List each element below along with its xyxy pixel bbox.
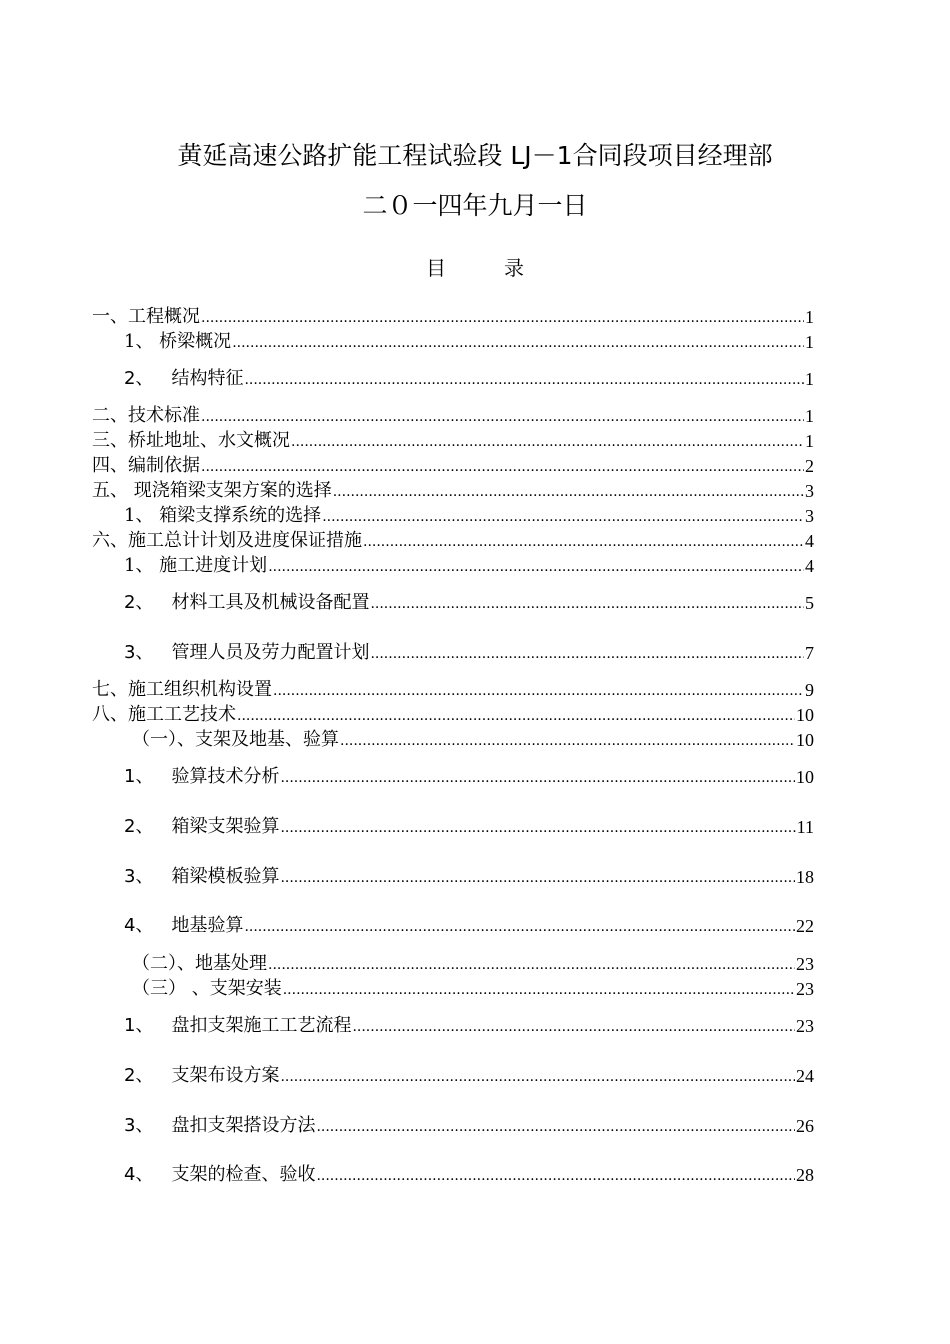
toc-entry-text: 1、 箱梁支撑系统的选择	[124, 505, 322, 526]
toc-entry-number: 4、	[124, 915, 154, 936]
toc-entry-number: 2、	[124, 592, 154, 613]
toc-entry[interactable]	[92, 480, 814, 502]
toc-entry-text: 管理人员及劳力配置计划	[171, 642, 370, 663]
toc-page-number: 1	[805, 406, 814, 426]
toc-entry-text: 1、 桥梁概况	[124, 331, 232, 352]
toc-leader-dots	[201, 457, 804, 477]
toc-leader-dots	[268, 955, 795, 975]
toc-leader-dots	[237, 706, 795, 726]
toc-entry[interactable]	[92, 455, 814, 477]
toc-leader-dots	[352, 1017, 795, 1037]
toc-page-number: 24	[796, 1066, 814, 1086]
toc-entry-text: （二）、地基处理	[132, 953, 267, 974]
toc-leader-dots	[232, 333, 804, 353]
toc-page-number: 26	[796, 1116, 814, 1136]
toc-entry-text: 箱梁支架验算	[171, 816, 280, 837]
toc-leader-dots	[280, 768, 795, 788]
toc-leader-dots	[280, 818, 795, 838]
toc-entry-label	[124, 368, 243, 390]
toc-entry-number: 4、	[124, 1164, 154, 1185]
toc-entry-number: 1、	[124, 1015, 154, 1036]
toc-entry-text: （一）、支架及地基、验算	[132, 729, 339, 750]
toc-entry-number: 2、	[124, 368, 154, 389]
date-line: 二０一四年九月一日	[362, 191, 588, 220]
toc-entry[interactable]	[124, 505, 814, 527]
toc-leader-dots	[201, 407, 804, 427]
org-title: 黄延高速公路扩能工程试验段 LJ－1合同段项目经理部	[177, 141, 773, 170]
toc-entry-text: 四、编制依据	[92, 455, 200, 476]
toc-page-number: 9	[805, 680, 814, 700]
toc-leader-dots	[283, 980, 795, 1000]
toc-page-number: 1	[805, 369, 814, 389]
toc-entry-text: 支架的检查、验收	[171, 1164, 316, 1185]
toc-leader-dots	[291, 432, 804, 452]
toc-leader-dots	[340, 731, 795, 751]
toc-entry-text: 盘扣支架搭设方法	[171, 1115, 316, 1136]
toc-entry-label	[132, 978, 282, 1000]
toc-page-number: 1	[805, 332, 814, 352]
toc-page-number: 7	[805, 643, 814, 663]
toc-page-number: 22	[796, 916, 814, 936]
toc-entry-label	[92, 480, 332, 502]
toc-page-number: 28	[796, 1165, 814, 1185]
toc-page-number: 4	[805, 556, 814, 576]
toc-entry-text: 二、技术标准	[92, 405, 200, 426]
toc-entry-number: 3、	[124, 866, 154, 887]
toc-entry-label	[92, 405, 200, 427]
toc-entry-text: 六、施工总计计划及进度保证措施	[92, 530, 362, 551]
toc-entry[interactable]	[124, 592, 814, 614]
toc-entry[interactable]	[124, 1115, 814, 1137]
toc-page-number: 23	[796, 954, 814, 974]
toc-entry-text: 1、 施工进度计划	[124, 555, 268, 576]
toc-entry-number: 3、	[124, 642, 154, 663]
toc-entry-text: 五、 现浇箱梁支架方案的选择	[92, 480, 332, 501]
toc-entry-label	[124, 642, 369, 664]
toc-entry-label	[124, 505, 321, 527]
toc-entry-number: 2、	[124, 1065, 154, 1086]
toc-entry-text: 盘扣支架施工工艺流程	[171, 1015, 352, 1036]
toc-leader-dots	[273, 681, 804, 701]
toc-heading-left: 目	[426, 256, 446, 280]
toc-entry[interactable]	[132, 729, 814, 751]
toc-entry[interactable]	[124, 331, 814, 353]
toc-leader-dots	[280, 1067, 795, 1087]
toc-entry[interactable]	[124, 555, 814, 577]
toc-entry-label	[132, 729, 339, 751]
toc-entry[interactable]	[124, 642, 814, 664]
toc-page-number: 23	[796, 1016, 814, 1036]
toc-entry-text: 材料工具及机械设备配置	[171, 592, 370, 613]
toc-entry[interactable]	[92, 679, 814, 701]
toc-entry[interactable]	[124, 1015, 814, 1037]
toc-entry[interactable]	[124, 816, 814, 838]
toc-leader-dots	[268, 557, 804, 577]
toc-entry[interactable]	[124, 766, 814, 788]
toc-page-number: 10	[796, 730, 814, 750]
toc-page-number: 3	[805, 506, 814, 526]
toc-entry-text: 结构特征	[171, 368, 244, 389]
toc-entry-text: 验算技术分析	[171, 766, 280, 787]
toc-entry-label	[92, 679, 272, 701]
toc-entry-number: 3、	[124, 1115, 154, 1136]
toc-entry[interactable]	[92, 530, 814, 552]
toc-page-number: 2	[805, 456, 814, 476]
toc-leader-dots	[333, 482, 804, 502]
toc-leader-dots	[280, 868, 795, 888]
toc-heading-right: 录	[504, 256, 524, 280]
toc-leader-dots	[370, 594, 804, 614]
toc-page-number: 3	[805, 481, 814, 501]
toc-entry[interactable]	[132, 953, 814, 975]
toc-entry-number: 1、	[124, 766, 154, 787]
toc-entry[interactable]	[124, 368, 814, 390]
toc-page-number: 4	[805, 531, 814, 551]
toc-leader-dots	[363, 532, 804, 552]
toc-entry-label	[124, 1015, 351, 1037]
toc-page-number: 10	[796, 705, 814, 725]
toc-entry-text: 三、桥址地址、水文概况	[92, 430, 290, 451]
toc-entry-label	[124, 1164, 315, 1186]
toc-entry[interactable]	[124, 915, 814, 937]
toc-leader-dots	[316, 1166, 795, 1186]
toc-entry[interactable]	[92, 704, 814, 726]
toc-entry-text: 箱梁模板验算	[171, 866, 280, 887]
toc-leader-dots	[244, 370, 804, 390]
toc-entry-label	[124, 592, 369, 614]
toc-entry-label	[92, 704, 236, 726]
toc-entry-label	[124, 1065, 279, 1087]
toc-entry[interactable]	[92, 405, 814, 427]
toc-entry[interactable]	[124, 1065, 814, 1087]
toc-entry-label	[92, 306, 200, 328]
toc-entry-label	[92, 455, 200, 477]
toc-leader-dots	[316, 1117, 795, 1137]
toc-leader-dots	[201, 308, 804, 328]
toc-heading	[0, 252, 950, 281]
toc-page-number: 10	[796, 767, 814, 787]
toc-page-number: 23	[796, 979, 814, 999]
toc-leader-dots	[244, 917, 795, 937]
toc-entry[interactable]	[124, 866, 814, 888]
toc-entry-label	[92, 430, 290, 452]
toc-entry-label	[124, 816, 279, 838]
toc-leader-dots	[370, 644, 804, 664]
toc-entry[interactable]	[92, 306, 814, 328]
toc-entry-text: 八、施工工艺技术	[92, 704, 236, 725]
toc-entry-number: 2、	[124, 816, 154, 837]
toc-entry-text: 一、工程概况	[92, 306, 200, 327]
toc-entry-label	[124, 766, 279, 788]
toc-entry-text: 七、施工组织机构设置	[92, 679, 272, 700]
toc-entry-label	[92, 530, 362, 552]
toc-entry-text: 支架布设方案	[171, 1065, 280, 1086]
toc-leader-dots	[322, 507, 804, 527]
toc-entry-label	[124, 866, 279, 888]
toc-entry-label	[124, 555, 267, 577]
toc-entry-label	[124, 331, 231, 353]
toc-entry[interactable]	[132, 978, 814, 1000]
toc-entry[interactable]	[92, 430, 814, 452]
toc-entry[interactable]	[124, 1164, 814, 1186]
toc-page-number: 11	[796, 817, 814, 837]
toc-entry-label	[124, 1115, 315, 1137]
toc-page-number: 5	[805, 593, 814, 613]
toc-entry-text: 地基验算	[171, 915, 244, 936]
toc-entry-label	[124, 915, 243, 937]
toc-page-number: 1	[805, 431, 814, 451]
toc-page-number: 18	[796, 867, 814, 887]
toc-entry-label	[132, 953, 267, 975]
toc-entry-text: （三） 、支架安装	[132, 978, 282, 999]
toc-page-number: 1	[805, 307, 814, 327]
